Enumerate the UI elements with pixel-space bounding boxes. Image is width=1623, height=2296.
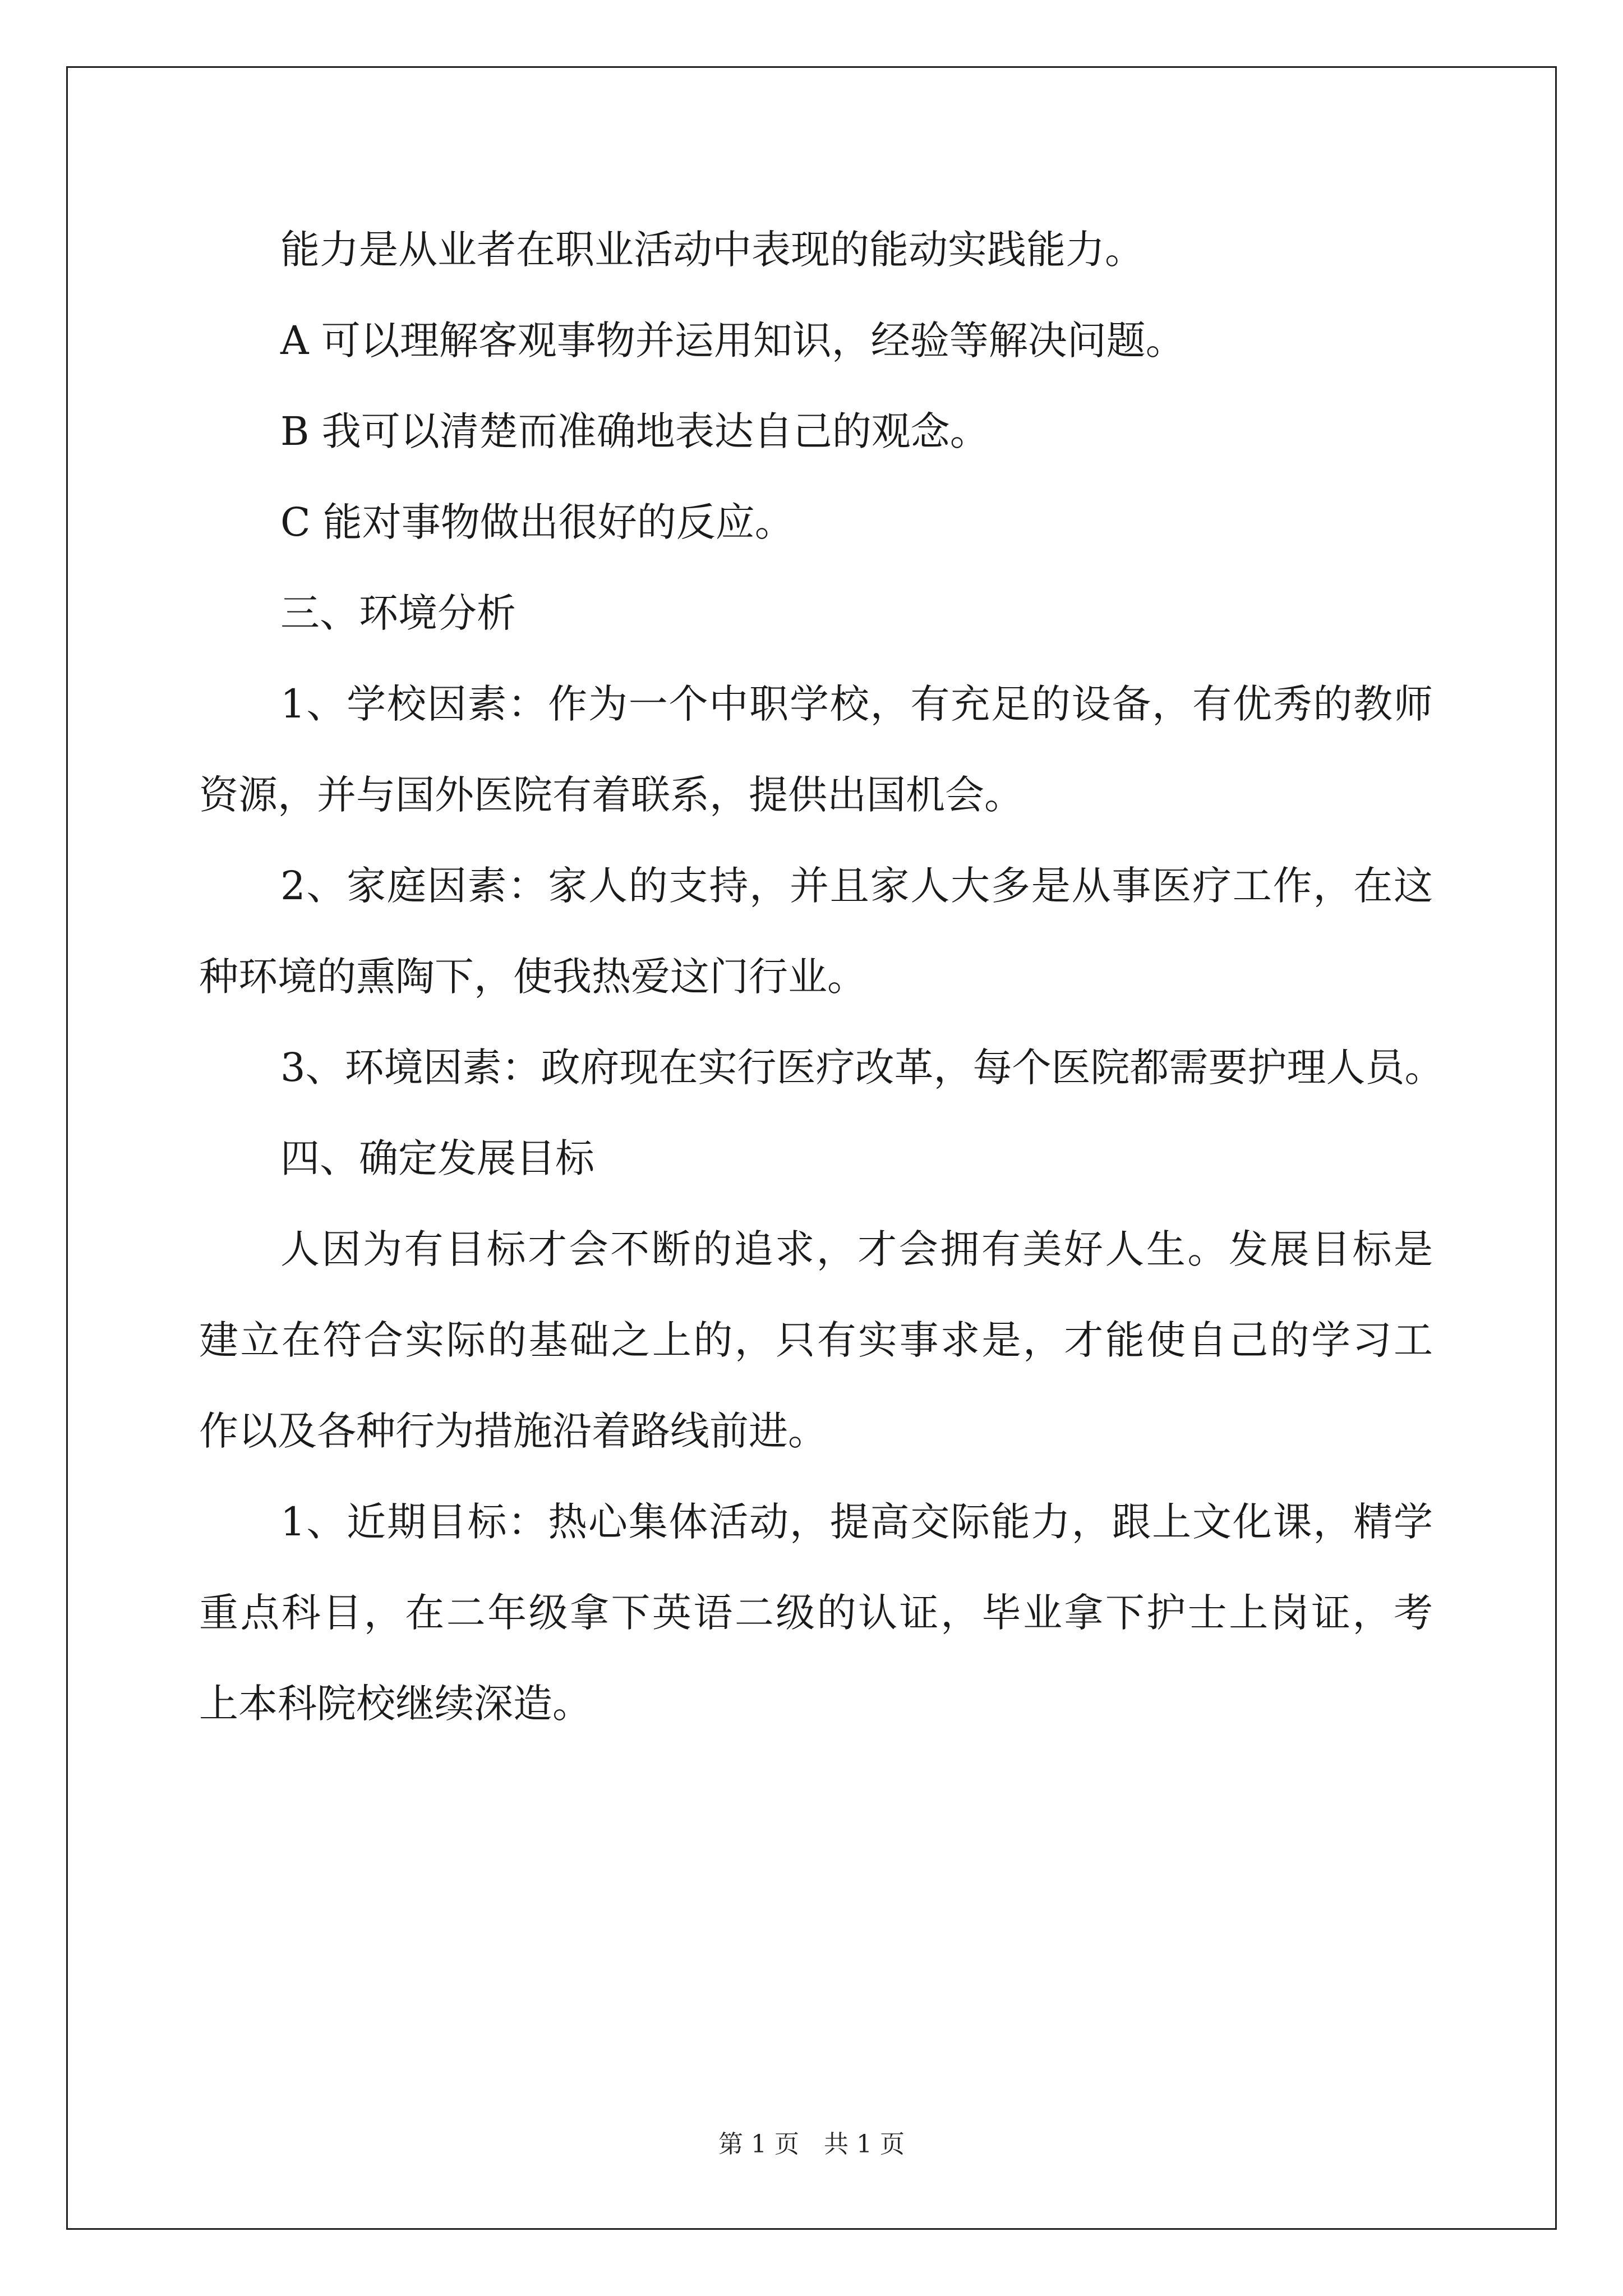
paragraph-line: 人因为有目标才会不断的追求，才会拥有美好人生。发展目标是: [280, 1226, 1433, 1272]
paragraph-line: 1、近期目标：热心集体活动，提高交际能力，跟上文化课，精学: [280, 1499, 1433, 1545]
paragraph-line: 上本科院校继续深造。: [199, 1681, 592, 1727]
paragraph-line: 种环境的熏陶下，使我热爱这门行业。: [199, 954, 866, 1000]
paragraph-line: 1、学校因素：作为一个中职学校，有充足的设备，有优秀的教师: [280, 681, 1433, 727]
paragraph-line: A 可以理解客观事物并运用知识，经验等解决问题。: [280, 318, 1185, 364]
paragraph-line: 3、环境因素：政府现在实行医疗改革，每个医院都需要护理人员。: [280, 1045, 1444, 1091]
section-heading: 四、确定发展目标: [280, 1135, 594, 1181]
paragraph-line: 能力是从业者在职业活动中表现的能动实践能力。: [280, 227, 1144, 273]
page-number-footer: 第 1 页 共 1 页: [718, 2130, 905, 2159]
paragraph-line: 作以及各种行为措施沿着路线前进。: [199, 1408, 827, 1454]
paragraph-line: 资源，并与国外医院有着联系，提供出国机会。: [199, 772, 1023, 818]
paragraph-line: C 能对事物做出很好的反应。: [280, 499, 794, 545]
paragraph-line: B 我可以清楚而准确地表达自己的观念。: [280, 408, 989, 454]
paragraph-line: 重点科目，在二年级拿下英语二级的认证，毕业拿下护士上岗证，考: [199, 1590, 1433, 1636]
section-heading: 三、环境分析: [280, 590, 516, 636]
paragraph-line: 2、家庭因素：家人的支持，并且家人大多是从事医疗工作，在这: [280, 863, 1433, 909]
paragraph-line: 建立在符合实际的基础之上的，只有实事求是，才能使自己的学习工: [199, 1317, 1433, 1363]
